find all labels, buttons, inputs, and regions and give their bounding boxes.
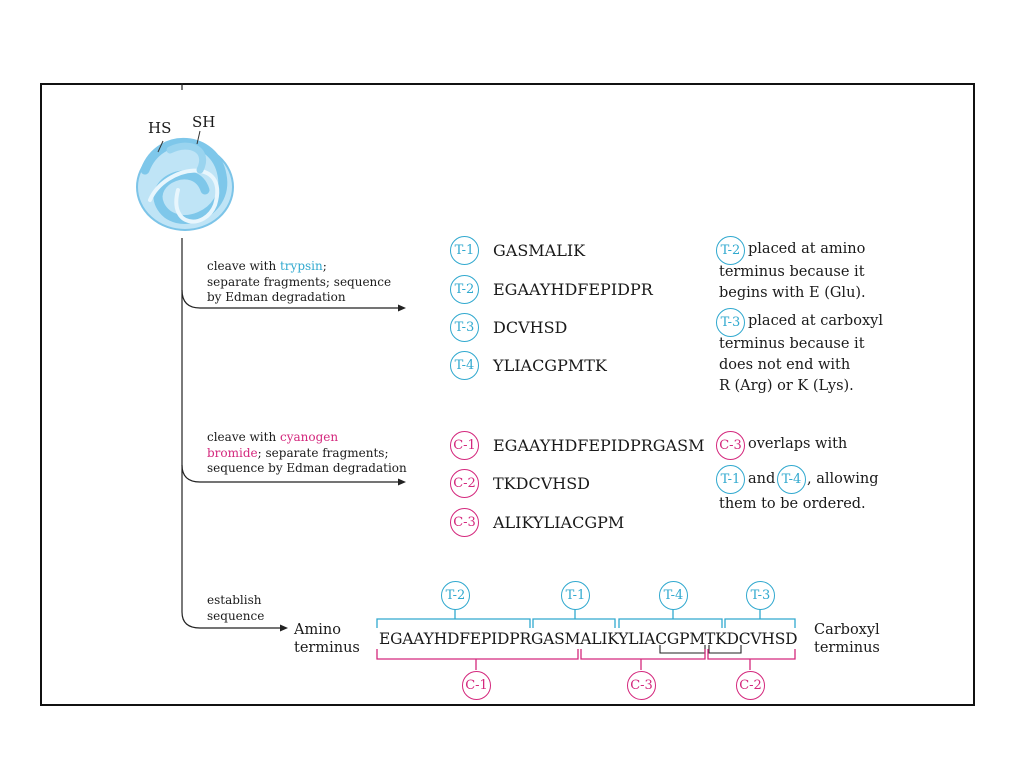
tag-t4-icon: T-4 bbox=[450, 351, 479, 380]
note-c3-icon: C-3 bbox=[716, 431, 745, 460]
tag-c3-icon: C-3 bbox=[450, 508, 479, 537]
step-trypsin-text: cleave with trypsin; separate fragments; sequence by Edman degradation bbox=[207, 259, 392, 304]
note-c3-line1: overlaps with bbox=[748, 436, 848, 452]
note-and: and bbox=[748, 471, 776, 487]
step-establish-text: establish sequence bbox=[207, 593, 265, 623]
fragment-t4: YLIACGPMTK bbox=[493, 356, 607, 375]
fragment-t1: GASMALIK bbox=[493, 241, 586, 260]
amino-terminus-label: Amino terminus bbox=[294, 622, 360, 656]
fragment-c3: ALIKYLIACGPM bbox=[493, 513, 625, 532]
note-ordered: them to be ordered. bbox=[719, 496, 866, 512]
final-tag-t4-icon: T-4 bbox=[659, 581, 688, 610]
note-t2-icon: T-2 bbox=[716, 236, 745, 265]
arrow-cnbr bbox=[398, 479, 406, 486]
cnbr-brackets bbox=[377, 649, 795, 670]
note-allowing: , allowing bbox=[807, 471, 879, 487]
final-tag-c2-icon: C-2 bbox=[736, 671, 765, 700]
note-t2-line1: placed at amino bbox=[748, 241, 866, 257]
fragment-t2: EGAAYHDFEPIDPR bbox=[493, 280, 653, 299]
final-tag-t1-icon: T-1 bbox=[561, 581, 590, 610]
step-cnbr-text: cleave with cyanogen bromide; separate fragments; sequence by Edman degradation bbox=[207, 430, 407, 475]
note-t2-body: terminus because it begins with E (Glu). bbox=[719, 264, 866, 301]
tag-c2-icon: C-2 bbox=[450, 469, 479, 498]
tag-t2-icon: T-2 bbox=[450, 275, 479, 304]
arrow-establish bbox=[280, 625, 288, 632]
final-tag-t3-icon: T-3 bbox=[746, 581, 775, 610]
hs-label: HS bbox=[148, 119, 172, 137]
final-tag-c3-icon: C-3 bbox=[627, 671, 656, 700]
final-tag-c1-icon: C-1 bbox=[462, 671, 491, 700]
note-t1-icon: T-1 bbox=[716, 465, 745, 494]
reagent-cnbr: cyanogen bbox=[279, 430, 339, 444]
fragment-c2: TKDCVHSD bbox=[493, 474, 590, 493]
reagent-trypsin: trypsin bbox=[279, 259, 323, 273]
tag-t1-icon: T-1 bbox=[450, 236, 479, 265]
final-tag-t2-icon: T-2 bbox=[441, 581, 470, 610]
trypsin-brackets bbox=[377, 609, 795, 628]
arrow-trypsin bbox=[398, 305, 406, 312]
fragment-c1: EGAAYHDFEPIDPRGASM bbox=[493, 436, 705, 455]
full-sequence: EGAAYHDFEPIDPRGASMALIKYLIACGPMTKDCVHSD bbox=[379, 630, 798, 648]
sh-label: SH bbox=[192, 113, 216, 131]
carboxyl-terminus-label: Carboxyl terminus bbox=[814, 622, 880, 656]
tag-c1-icon: C-1 bbox=[450, 431, 479, 460]
note-t3-line1: placed at carboxyl bbox=[748, 313, 883, 329]
note-t3-icon: T-3 bbox=[716, 308, 745, 337]
note-t4-icon: T-4 bbox=[777, 465, 806, 494]
fragment-t3: DCVHSD bbox=[493, 318, 568, 337]
tag-t3-icon: T-3 bbox=[450, 313, 479, 342]
protein-illustration bbox=[137, 131, 233, 230]
note-t3-body: terminus because it does not end with R (Arg) or K (Lys). bbox=[719, 336, 865, 394]
